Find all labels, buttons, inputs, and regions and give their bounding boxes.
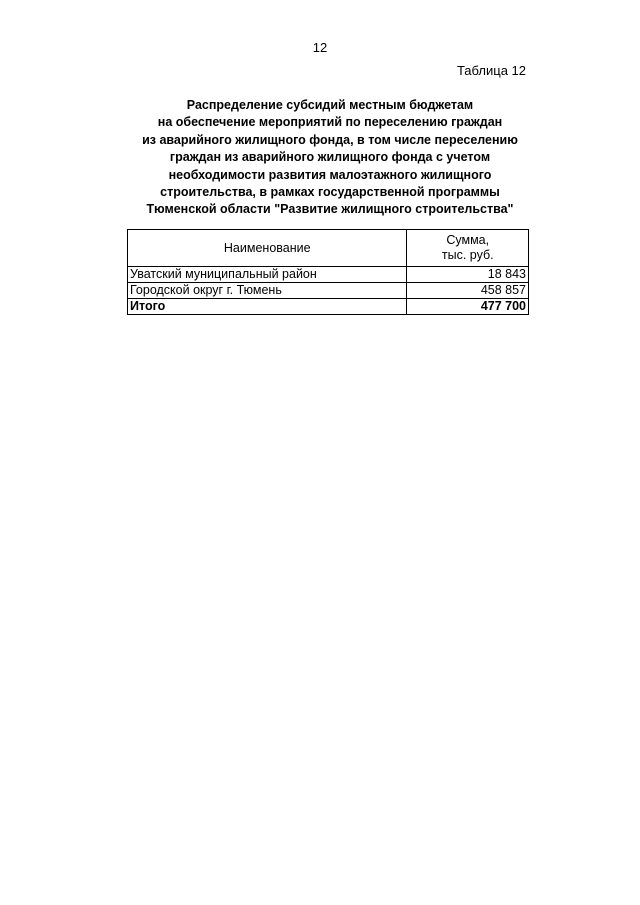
title-line: на обеспечение мероприятий по переселению граждан [157, 115, 503, 130]
title-line: строительства, в рамках государственной программы [160, 185, 500, 200]
row-sum: 18 843 [407, 267, 529, 283]
table-caption: Таблица 12 [456, 63, 526, 78]
header-sum-line1: Сумма, [446, 233, 490, 247]
header-sum-line2: тыс. руб. [441, 248, 494, 262]
total-row [128, 299, 529, 315]
title-line: из аварийного жилищного фонда, в том числе переселению [142, 132, 518, 147]
table-row [128, 283, 529, 299]
title-line: граждан из аварийного жилищного фонда с учетом [169, 150, 491, 165]
page-number: 12 [312, 40, 328, 55]
table-header-row [128, 230, 529, 267]
title-line: Тюменской области "Развитие жилищного строительства" [146, 202, 514, 217]
header-name: Наименование [128, 230, 407, 267]
subsidy-table [127, 229, 529, 315]
total-sum: 477 700 [407, 299, 529, 315]
header-sum [407, 230, 529, 267]
total-label: Итого [128, 299, 407, 315]
title-line: необходимости развития малоэтажного жилищного [168, 167, 492, 182]
row-name: Уватский муниципальный район [128, 267, 407, 283]
title-line: Распределение субсидий местным бюджетам [186, 98, 474, 112]
table-row [128, 267, 529, 283]
document-title [110, 97, 550, 219]
row-name: Городской округ г. Тюмень [128, 283, 407, 299]
row-sum: 458 857 [407, 283, 529, 299]
